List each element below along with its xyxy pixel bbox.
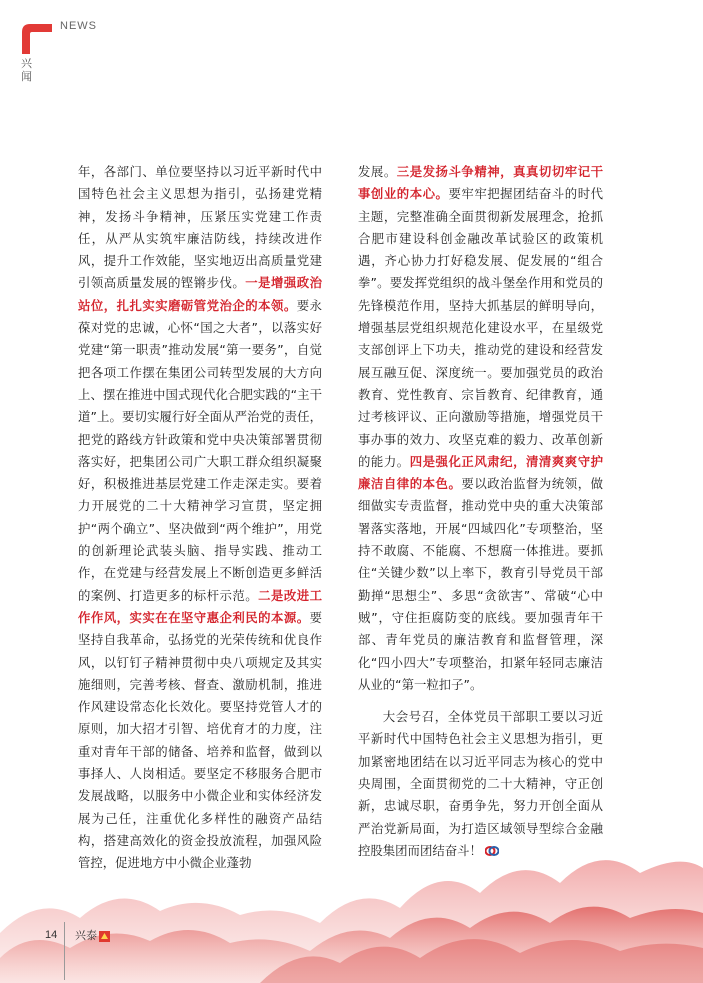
body-text: 年，各部门、单位要坚持以习近平新时代中国特色社会主义思想为指引，弘扬建党精神，发扬斗争精神，压紧压实党建工作责任，从严从实筑牢廉洁防线，持续改进作风，提升工作效能，坚实地迈出高质量党建引领高质量发展的铿锵步伐。 <box>78 164 322 291</box>
ink-mountain-decoration <box>0 823 703 983</box>
body-text: 要坚持自我革命，弘扬党的光荣传统和优良作风，以钉钉子精神贯彻中央八项规定及其实施细则，完善考核、督查、激励机制，推进作风建设常态化长效化。要坚持党管人才的原则，加大招才引智、培优育才的力度，注重对青年干部的储备、培养和监督，做到以事择人、人岗相适。要坚定不移服务合肥市发展战略，以服务中小微企业和实体经济发展为己任，注重优化多样性的融资产品结构，搭建高效化的资金投放流程，加强风险管控，促进地方中小微企业蓬勃 <box>78 609 322 871</box>
body-text: 发展。 <box>358 164 397 179</box>
page-number: 14 <box>45 929 58 941</box>
highlight-heading: 二是改进工作作风，实实在在坚守惠企利民的本源。 <box>78 587 322 625</box>
highlight-heading: 一是增强政治站位，扎扎实实磨砺管党治企的本领。 <box>78 275 323 313</box>
article-column-right <box>358 161 603 862</box>
brand-name: 兴泰 <box>75 929 97 942</box>
brand-logo-icon <box>99 931 110 942</box>
corner-bracket-icon <box>22 24 52 54</box>
body-text: 要永葆对党的忠诚，心怀“国之大者”，以落实好党建“第一职责”推动发展“第一要务”，自觉把各项工作摆在集团公司转型发展的大方向上、摆在推进中国式现代化合肥实践的“主干道”上。要切实履行好全面从严治党的责任，把党的路线方针政策和党中央决策部署贯彻落实好，把集团公司广大职工群众组织凝聚好，积极推进基层党建工作走深走实。要着力开展党的二十大精神学习宣贯，坚定拥护“两个确立”、坚决做到“两个维护”，用党的创新理论武装头脑、指导实践、推动工作，在党建与经营发展上不断创造更多鲜活的案例、打造更多的标杆示范。 <box>78 297 323 603</box>
body-text: 要牢牢把握团结奋斗的时代主题，完整准确全面贯彻新发展理念，抢抓合肥市建设科创金融改革试验区的政策机遇，齐心协力打好稳发展、促发展的“组合拳”。要发挥党组织的战斗堡垒作用和党员的先锋模范作用，坚持大抓基层的鲜明导向，增强基层党组织规范化建设水平，在星级党支部创评上下功夫，推动党的建设和经营发展互融互促、深度统一。要加强党员的政治教育、党性教育、宗旨教育、纪律教育，通过考核评议、正向激励等措施，增强党员干事办事的效力、攻坚克难的毅力、改革创新的能力。 <box>358 186 604 469</box>
highlight-heading: 四是强化正风肃纪，清清爽爽守护廉洁自律的本色。 <box>358 453 604 492</box>
section-side-title: 兴闻 <box>21 57 32 83</box>
body-text: 要以政治监督为统领，做细做实专责监督，推动党中央的重大决策部署落实落地，开展“四域四化”专项整治，坚持不敢腐、不能腐、不想腐一体推进。要抓住“关键少数”以上率下，教育引导党员干部勤掸“思想尘”、多思“贪欲害”、常破“心中贼”，守住拒腐防变的底线。要加强青年干部、青年党员的廉洁教育和监督管理，深化“四小四大”专项整治，扣紧年轻同志廉洁从业的“第一粒扣子”。 <box>358 476 604 692</box>
paragraph <box>78 161 322 875</box>
brand-footer <box>75 927 110 943</box>
highlight-heading: 三是发扬斗争精神，真真切切牢记干事创业的本心。 <box>358 164 604 202</box>
section-label: NEWS <box>60 20 97 32</box>
article-column-left <box>78 161 322 875</box>
body-text: 大会号召，全体党员干部职工要以习近平新时代中国特色社会主义思想为指引，更加紧密地团结在以习近平同志为核心的党中央周围，全面贯彻党的二十大精神，守正创新，忠诚尽职，奋勇争先，努力开创全面从严治党新局面，为打造区域领导型综合金融控股集团而团结奋斗！ <box>358 709 603 858</box>
footer-divider <box>64 922 65 980</box>
paragraph <box>358 161 603 696</box>
